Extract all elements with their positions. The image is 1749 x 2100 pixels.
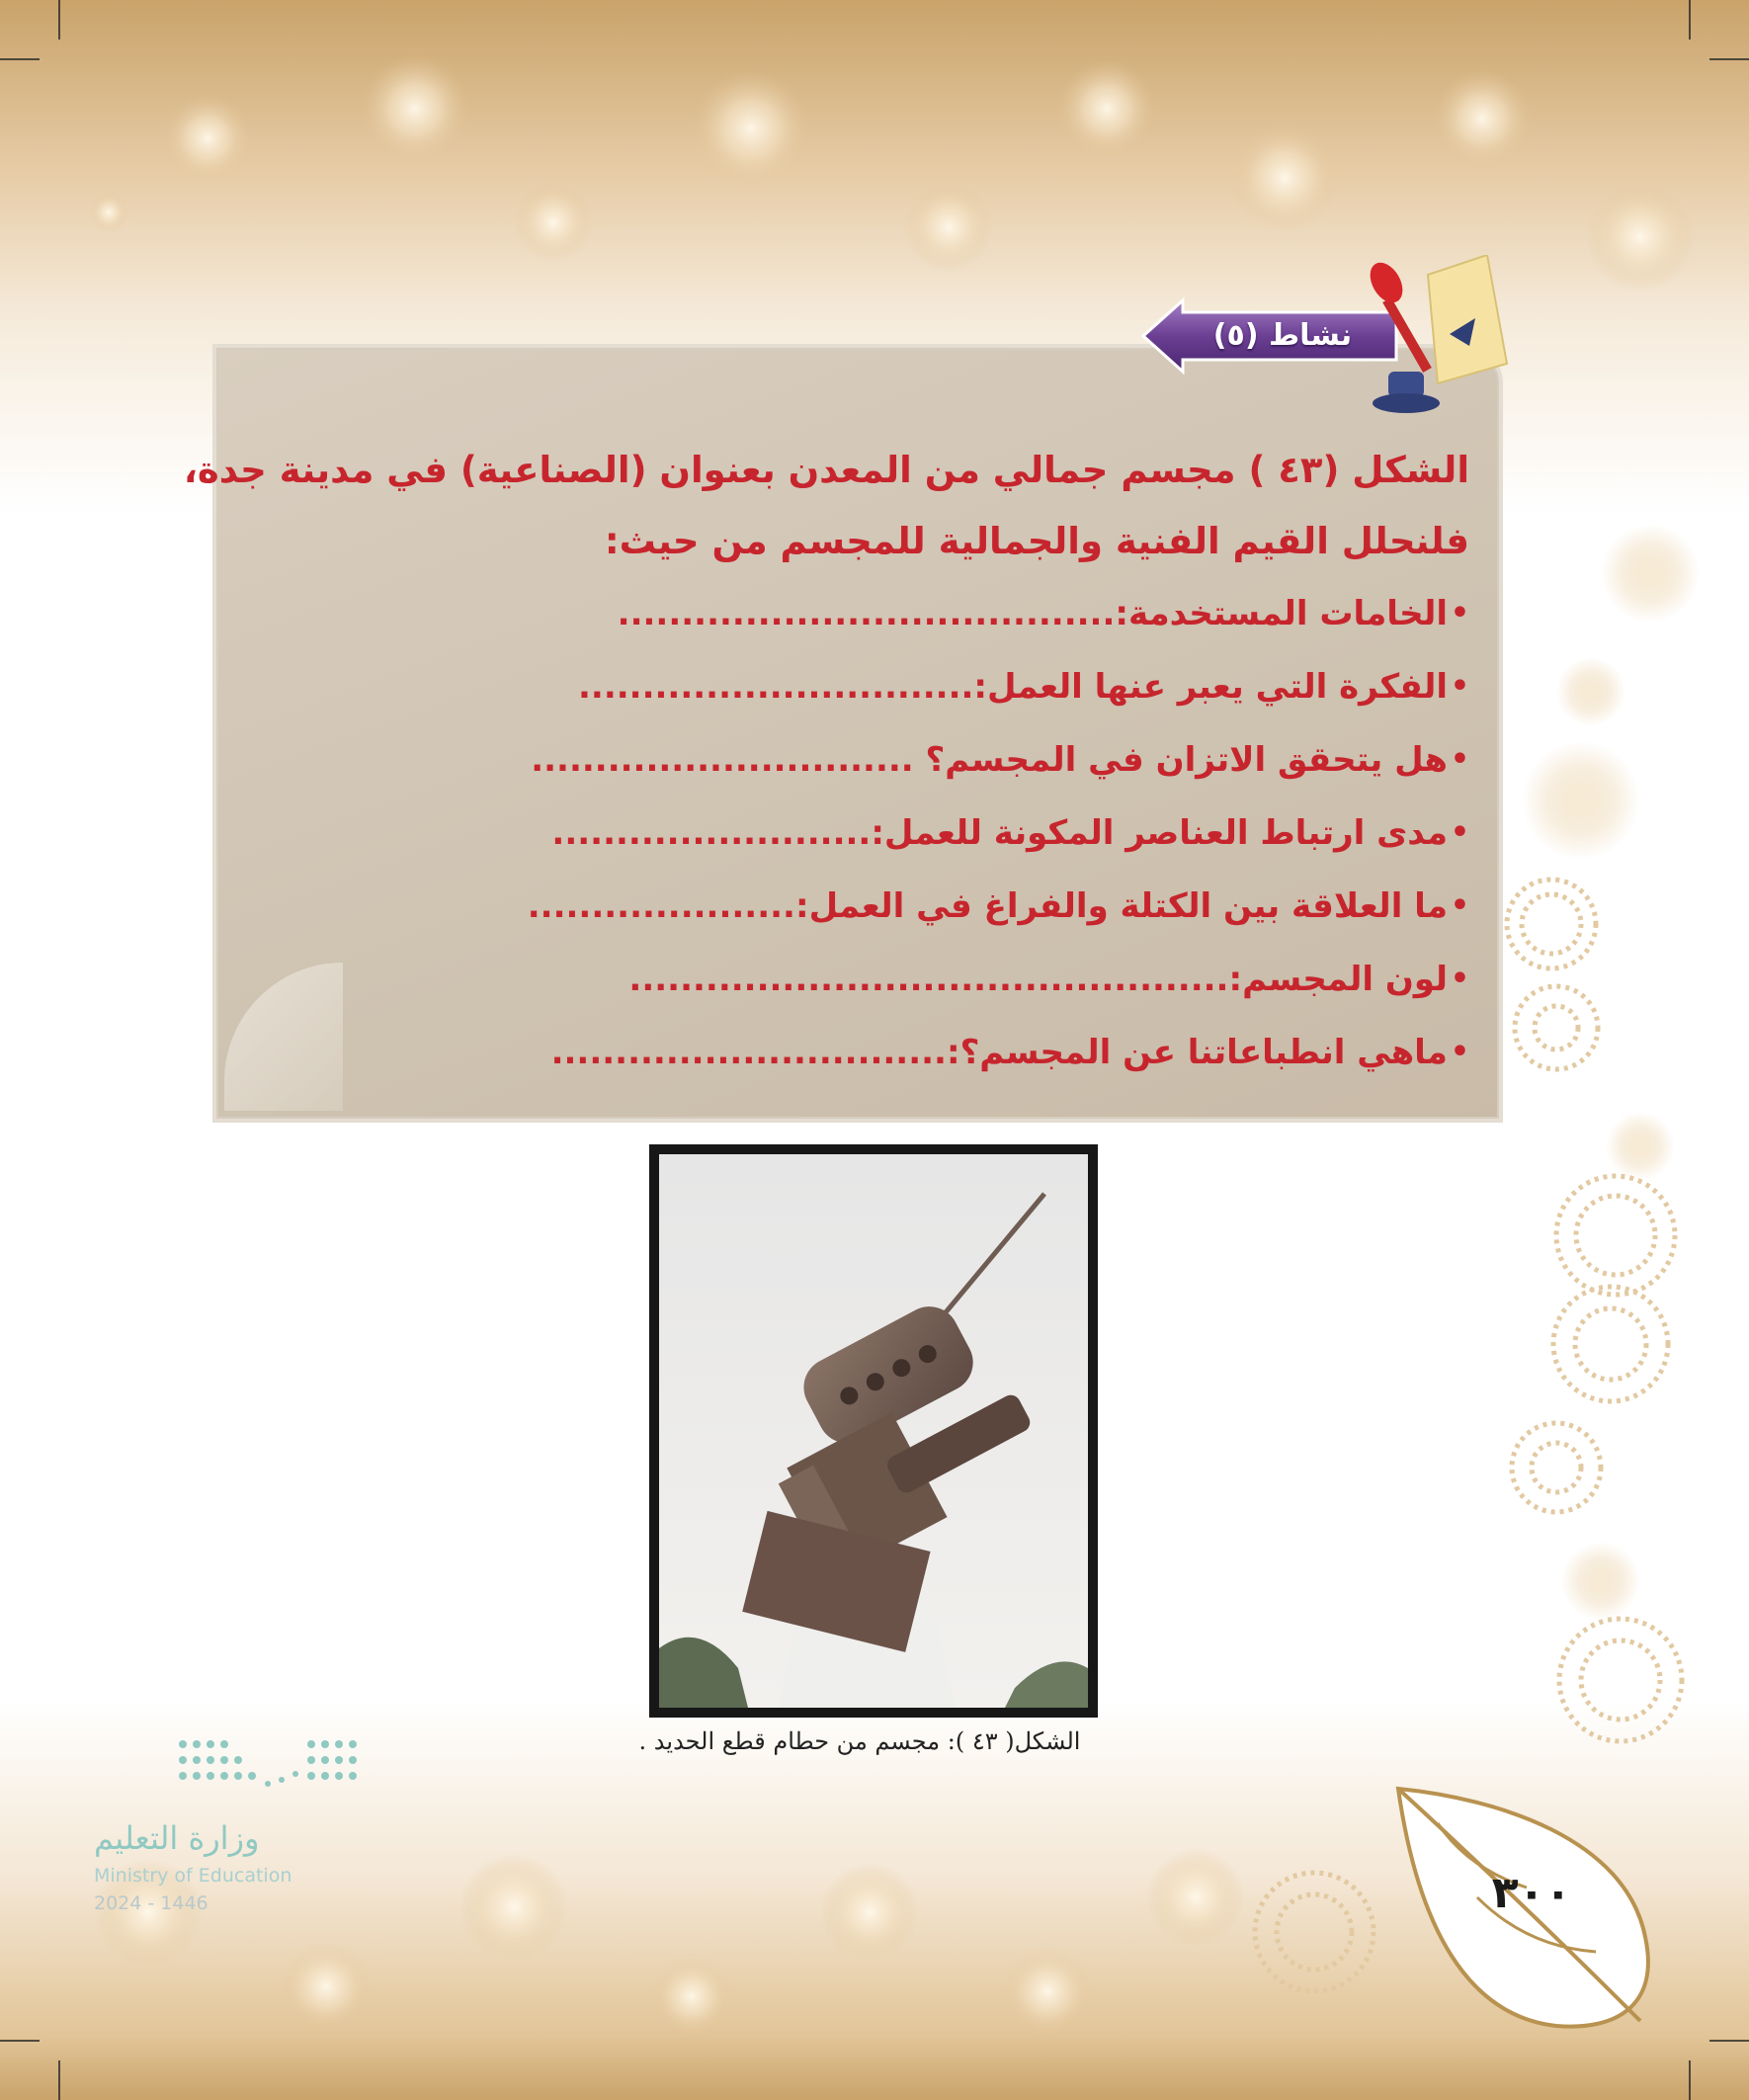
- question-mass-space: • ما العلاقة بين الكتلة والفراغ في العمل:.....................: [264, 870, 1469, 943]
- logo-arabic-name: وزارة التعليم: [94, 1819, 260, 1857]
- question-materials: • الخامات المستخدمة:.......................................: [264, 577, 1469, 650]
- activity-intro-line-1: الشكل (٤٣ ) مجسم جمالي من المعدن بعنوان (الصناعية) في مدينة جدة،: [183, 449, 1469, 491]
- sculpture-photo-frame: [649, 1144, 1098, 1718]
- logo-dots-icon: [173, 1734, 371, 1804]
- figure-caption: الشكل( ٤٣ ): مجسم من حطام قطع الحديد .: [638, 1727, 1081, 1755]
- question-color: • لون المجسم:...............................................: [264, 943, 1469, 1016]
- page-number: ٣٠٠: [1491, 1868, 1572, 1918]
- brush-palette-icon: [1359, 255, 1517, 423]
- question-balance: • هل يتحقق الاتزان في المجسم؟ ..............................: [264, 723, 1469, 797]
- sculpture-photo: [659, 1154, 1088, 1708]
- badge-label: نشاط (٥): [1212, 317, 1353, 353]
- activity-badge: [1141, 255, 1517, 423]
- question-idea: • الفكرة التي يعبر عنها العمل:...............................: [264, 650, 1469, 723]
- question-impressions: • ماهي انطباعاتنا عن المجسم؟:...............................: [264, 1016, 1469, 1089]
- logo-year: 2024 - 1446: [94, 1892, 208, 1914]
- activity-questions-list: [264, 577, 1469, 1089]
- ministry-logo: [94, 1734, 390, 1962]
- activity-intro-line-2: فلنحلل القيم الفنية والجمالية للمجسم من حيث:: [604, 520, 1469, 562]
- logo-english-name: Ministry of Education: [94, 1865, 292, 1887]
- activity-box: [183, 344, 1503, 1123]
- question-elements-relation: • مدى ارتباط العناصر المكونة للعمل:.........................: [264, 797, 1469, 870]
- activity-content: [183, 435, 1469, 1089]
